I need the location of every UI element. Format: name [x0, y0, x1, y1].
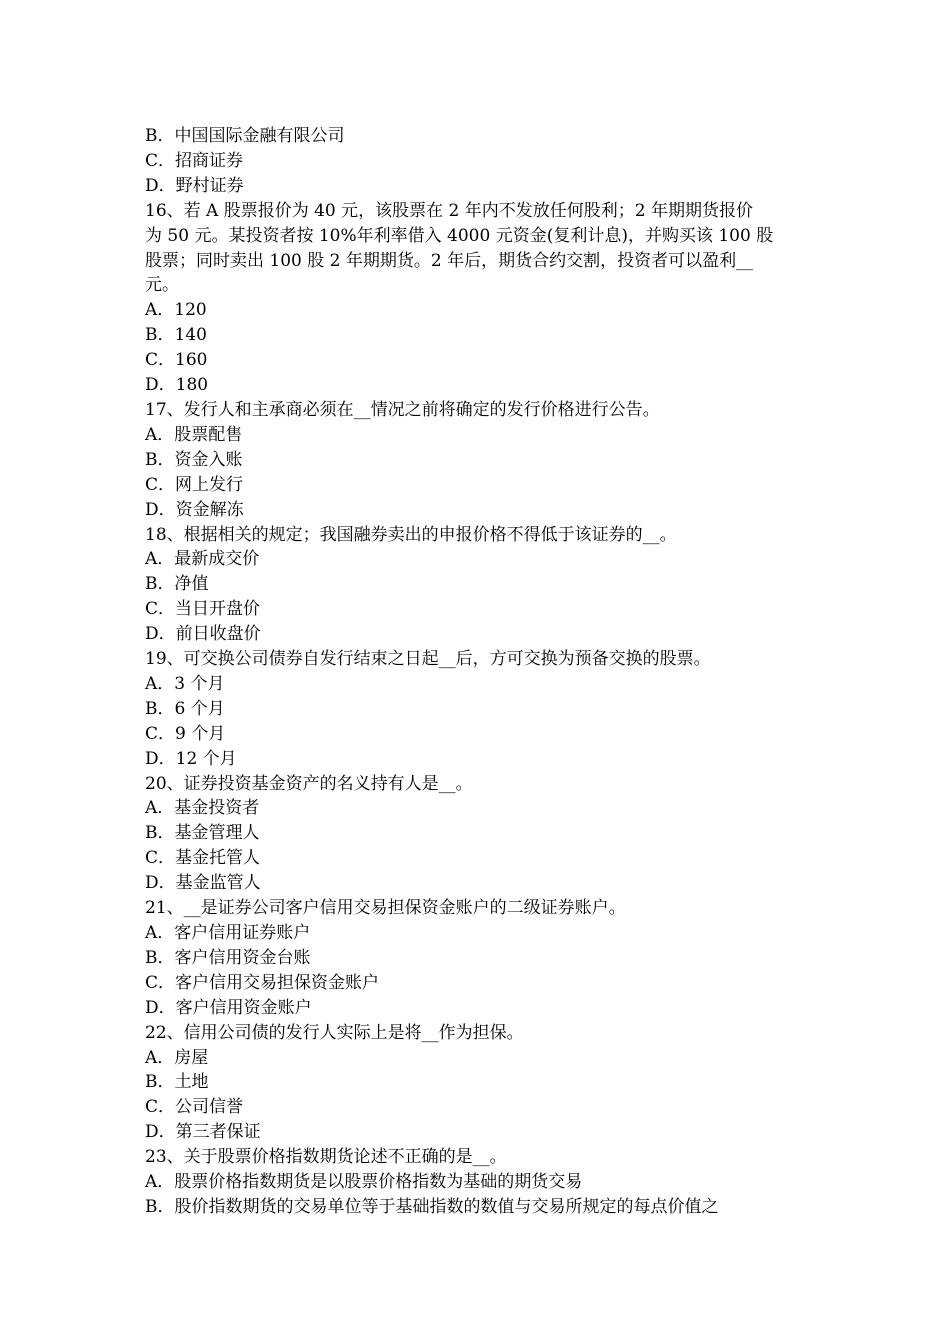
option-line: A．股票配售 [145, 424, 243, 445]
option-line: C．公司信誉 [145, 1097, 244, 1118]
question-line: 20、证券投资基金资产的名义持有人是__。 [145, 773, 473, 794]
question-line: 23、关于股票价格指数期货论述不正确的是__。 [145, 1147, 507, 1168]
question-line: 为 50 元。某投资者按 10%年利率借入 4000 元资金(复利计息)，并购买该 100 股 [145, 225, 774, 246]
option-line: A．房屋 [145, 1047, 209, 1068]
option-line: C．160 [145, 350, 208, 371]
option-line: D．客户信用资金账户 [145, 997, 312, 1018]
option-line: B．客户信用资金台账 [145, 947, 311, 968]
question-line: 18、根据相关的规定；我国融券卖出的申报价格不得低于该证券的__。 [145, 524, 677, 545]
option-line: C．网上发行 [145, 474, 244, 495]
question-line: 16、若 A 股票报价为 40 元，该股票在 2 年内不发放任何股利；2 年期期货报价 [145, 200, 753, 221]
option-line: B．净值 [145, 574, 209, 595]
option-line: B．6 个月 [145, 698, 225, 719]
question-line: 股票；同时卖出 100 股 2 年期期货。2 年后，期货合约交割，投资者可以盈利__ [145, 250, 754, 271]
document-page [145, 124, 810, 1220]
option-line: B．股价指数期货的交易单位等于基础指数的数值与交易所规定的每点价值之 [145, 1196, 719, 1217]
option-line: A．基金投资者 [145, 798, 260, 819]
option-line: D．野村证券 [145, 175, 244, 196]
question-line: 17、发行人和主承商必须在__情况之前将确定的发行价格进行公告。 [145, 399, 660, 420]
option-line: B．土地 [145, 1072, 209, 1093]
option-line: A．120 [145, 300, 207, 321]
option-line: C．9 个月 [145, 723, 226, 744]
option-line: D．180 [145, 375, 209, 396]
option-line: D．基金监管人 [145, 873, 261, 894]
option-line: A．3 个月 [145, 673, 225, 694]
option-line: B．中国国际金融有限公司 [145, 126, 345, 146]
option-line: A．股票价格指数期货是以股票价格指数为基础的期货交易 [145, 1172, 583, 1193]
question-line: 元。 [145, 275, 179, 296]
option-line: C．基金托管人 [145, 848, 261, 869]
option-line: C．当日开盘价 [145, 599, 261, 620]
question-line: 22、信用公司债的发行人实际上是将__作为担保。 [145, 1022, 524, 1043]
option-line: D．前日收盘价 [145, 624, 261, 645]
question-line: 21、__是证券公司客户信用交易担保资金账户的二级证券账户。 [145, 898, 626, 919]
option-line: A．客户信用证券账户 [145, 923, 311, 943]
option-line: D．12 个月 [145, 748, 237, 769]
option-line: D．第三者保证 [145, 1122, 261, 1143]
option-line: B．140 [145, 325, 207, 346]
option-line: C．客户信用交易担保资金账户 [145, 972, 380, 993]
option-line: B．基金管理人 [145, 823, 260, 844]
option-line: A．最新成交价 [145, 549, 260, 570]
option-line: B．资金入账 [145, 449, 243, 470]
option-line: D．资金解冻 [145, 499, 244, 520]
option-line: C．招商证券 [145, 150, 244, 171]
question-line: 19、可交换公司债券自发行结束之日起__后，方可交换为预备交换的股票。 [145, 649, 711, 670]
